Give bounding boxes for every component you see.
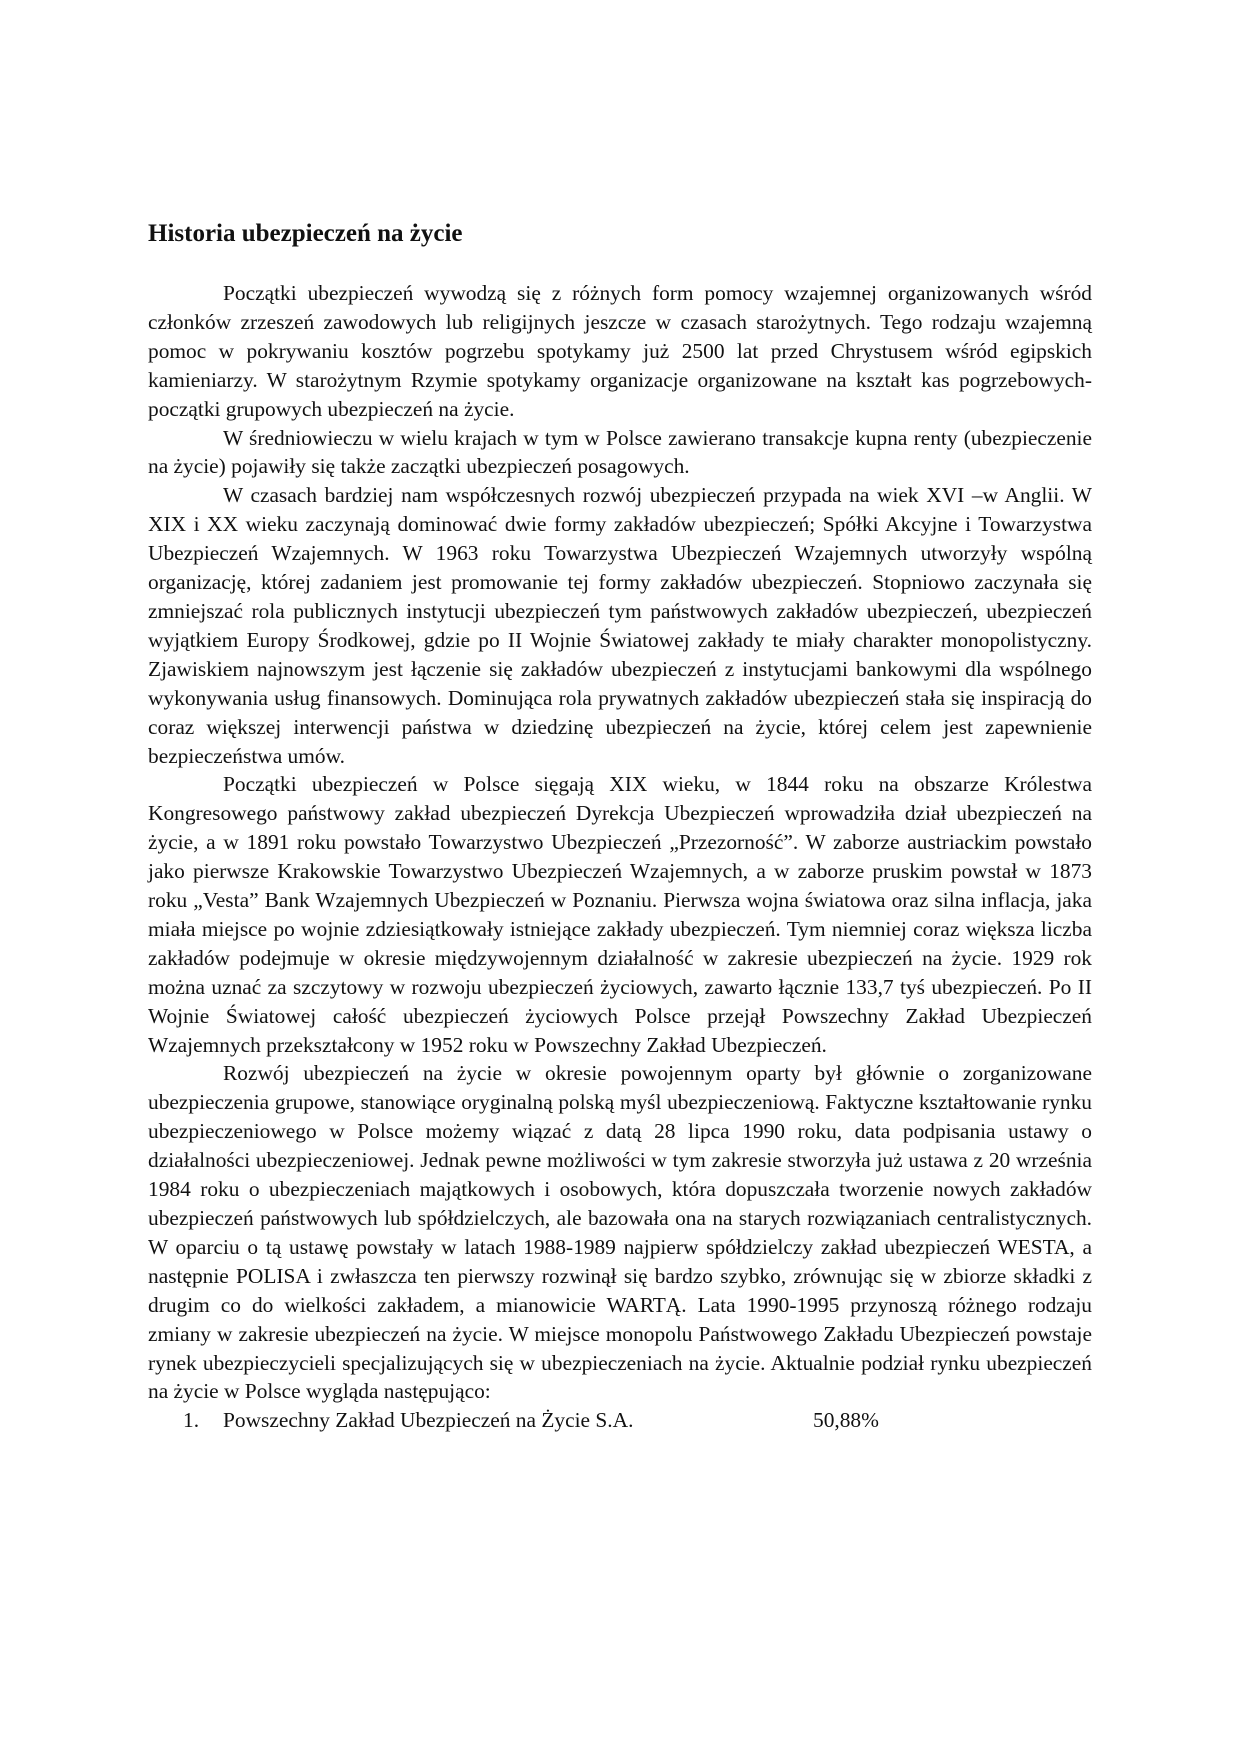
list-item-value: 50,88% [813, 1408, 879, 1433]
paragraph-5: Rozwój ubezpieczeń na życie w okresie powojennym oparty był głównie o zorganizowane ubezpieczenia grupowe, stanowiące oryginalną polską myśl ubezpieczeniową. Faktyczne kształtowanie rynku ubezpieczeniowego w Polsce możemy wiązać z datą 28 lipca 1990 roku, data podpisania ustawy o działalności ubezpieczeniowej. Jednak pewne możliwości w tym zakresie stworzyła już ustawa z 20 września 1984 roku o ubezpieczeniach majątkowych i osobowych, która dopuszczała tworzenie nowych zakładów ubezpieczeń państwowych lub spółdzielczych, ale bazowała ona na starych rozwiązaniach centralistycznych. W oparciu o tą ustawę powstały w latach 1988-1989 najpierw spółdzielczy zakład ubezpieczeń WESTA, a następnie POLISA i zwłaszcza ten pierwszy rozwinął się bardzo szybko, zrównując się w zbiorze składki z drugim co do wielkości zakładem, a mianowicie WARTĄ. Lata 1990-1995 przynoszą różnego rodzaju zmiany w zakresie ubezpieczeń na życie. W miejsce monopolu Państwowego Zakładu Ubezpieczeń powstaje rynek ubezpieczycieli specjalizujących się w ubezpieczeniach na życie. Aktualnie podział rynku ubezpieczeń na życie w Polsce wygląda następująco: [148, 1061, 1092, 1404]
list-item [148, 1406, 1092, 1435]
paragraph-3: W czasach bardziej nam współczesnych rozwój ubezpieczeń przypada na wiek XVI –w Anglii. W XIX i XX wieku zaczynają dominować dwie formy zakładów ubezpieczeń; Spółki Akcyjne i Towarzystwa Ubezpieczeń Wzajemnych. W 1963 roku Towarzystwa Ubezpieczeń Wzajemnych utworzyły wspólną organizację, której zadaniem jest promowanie tej formy zakładów ubezpieczeń. Stopniowo zaczynała się zmniejszać rola publicznych instytucji ubezpieczeń tym państwowych zakładów ubezpieczeń, ubezpieczeń wyjątkiem Europy Środkowej, gdzie po II Wojnie Światowej zakłady te miały charakter monopolistyczny. Zjawiskiem najnowszym jest łączenie się zakładów ubezpieczeń z instytucjami bankowymi dla wspólnego wykonywania usług finansowych. Dominująca rola prywatnych zakładów ubezpieczeń stała się inspiracją do coraz większej interwencji państwa w dziedzinę ubezpieczeń na życie, której celem jest zapewnienie bezpieczeństwa umów. [148, 483, 1092, 768]
paragraph-2: W średniowieczu w wielu krajach w tym w Polsce zawierano transakcje kupna renty (ubezpieczenie na życie) pojawiły się także zaczątki ubezpieczeń posagowych. [148, 425, 1092, 479]
list-item-number: 1. [183, 1408, 200, 1433]
market-share-list [148, 1406, 1092, 1435]
document-page [148, 218, 1092, 1435]
document-title: Historia ubezpieczeń na życie [148, 220, 463, 247]
paragraph-4: Początki ubezpieczeń w Polsce sięgają XIX wieku, w 1844 roku na obszarze Królestwa Kongresowego państwowy zakład ubezpieczeń Dyrekcja Ubezpieczeń wprowadziła dział ubezpieczeń na życie, a w 1891 roku powstało Towarzystwo Ubezpieczeń „Przezorność”. W zaborze austriackim powstało jako pierwsze Krakowskie Towarzystwo Ubezpieczeń Wzajemnych, a w zaborze pruskim powstał w 1873 roku „Vesta” Bank Wzajemnych Ubezpieczeń w Poznaniu. Pierwsza wojna światowa oraz silna inflacja, jaka miała miejsce po wojnie zdziesiątkowały istniejące zakłady ubezpieczeń. Tym niemniej coraz większa liczba zakładów podejmuje w okresie międzywojennym działalność w zakresie ubezpieczeń na życie. 1929 rok można uznać za szczytowy w rozwoju ubezpieczeń życiowych, zawarto łącznie 133,7 tyś ubezpieczeń. Po II Wojnie Światowej całość ubezpieczeń życiowych Polsce przejął Powszechny Zakład Ubezpieczeń Wzajemnych przekształcony w 1952 roku w Powszechny Zakład Ubezpieczeń. [148, 772, 1092, 1057]
list-item-name: Powszechny Zakład Ubezpieczeń na Życie S.A. [223, 1408, 634, 1433]
paragraph-1: Początki ubezpieczeń wywodzą się z różnych form pomocy wzajemnej organizowanych wśród członków zrzeszeń zawodowych lub religijnych jeszcze w czasach starożytnych. Tego rodzaju wzajemną pomoc w pokrywaniu kosztów pogrzebu spotykamy już 2500 lat przed Chrystusem wśród egipskich kamieniarzy. W starożytnym Rzymie spotykamy organizacje organizowane na kształt kas pogrzebowych-początki grupowych ubezpieczeń na życie. [148, 281, 1092, 421]
